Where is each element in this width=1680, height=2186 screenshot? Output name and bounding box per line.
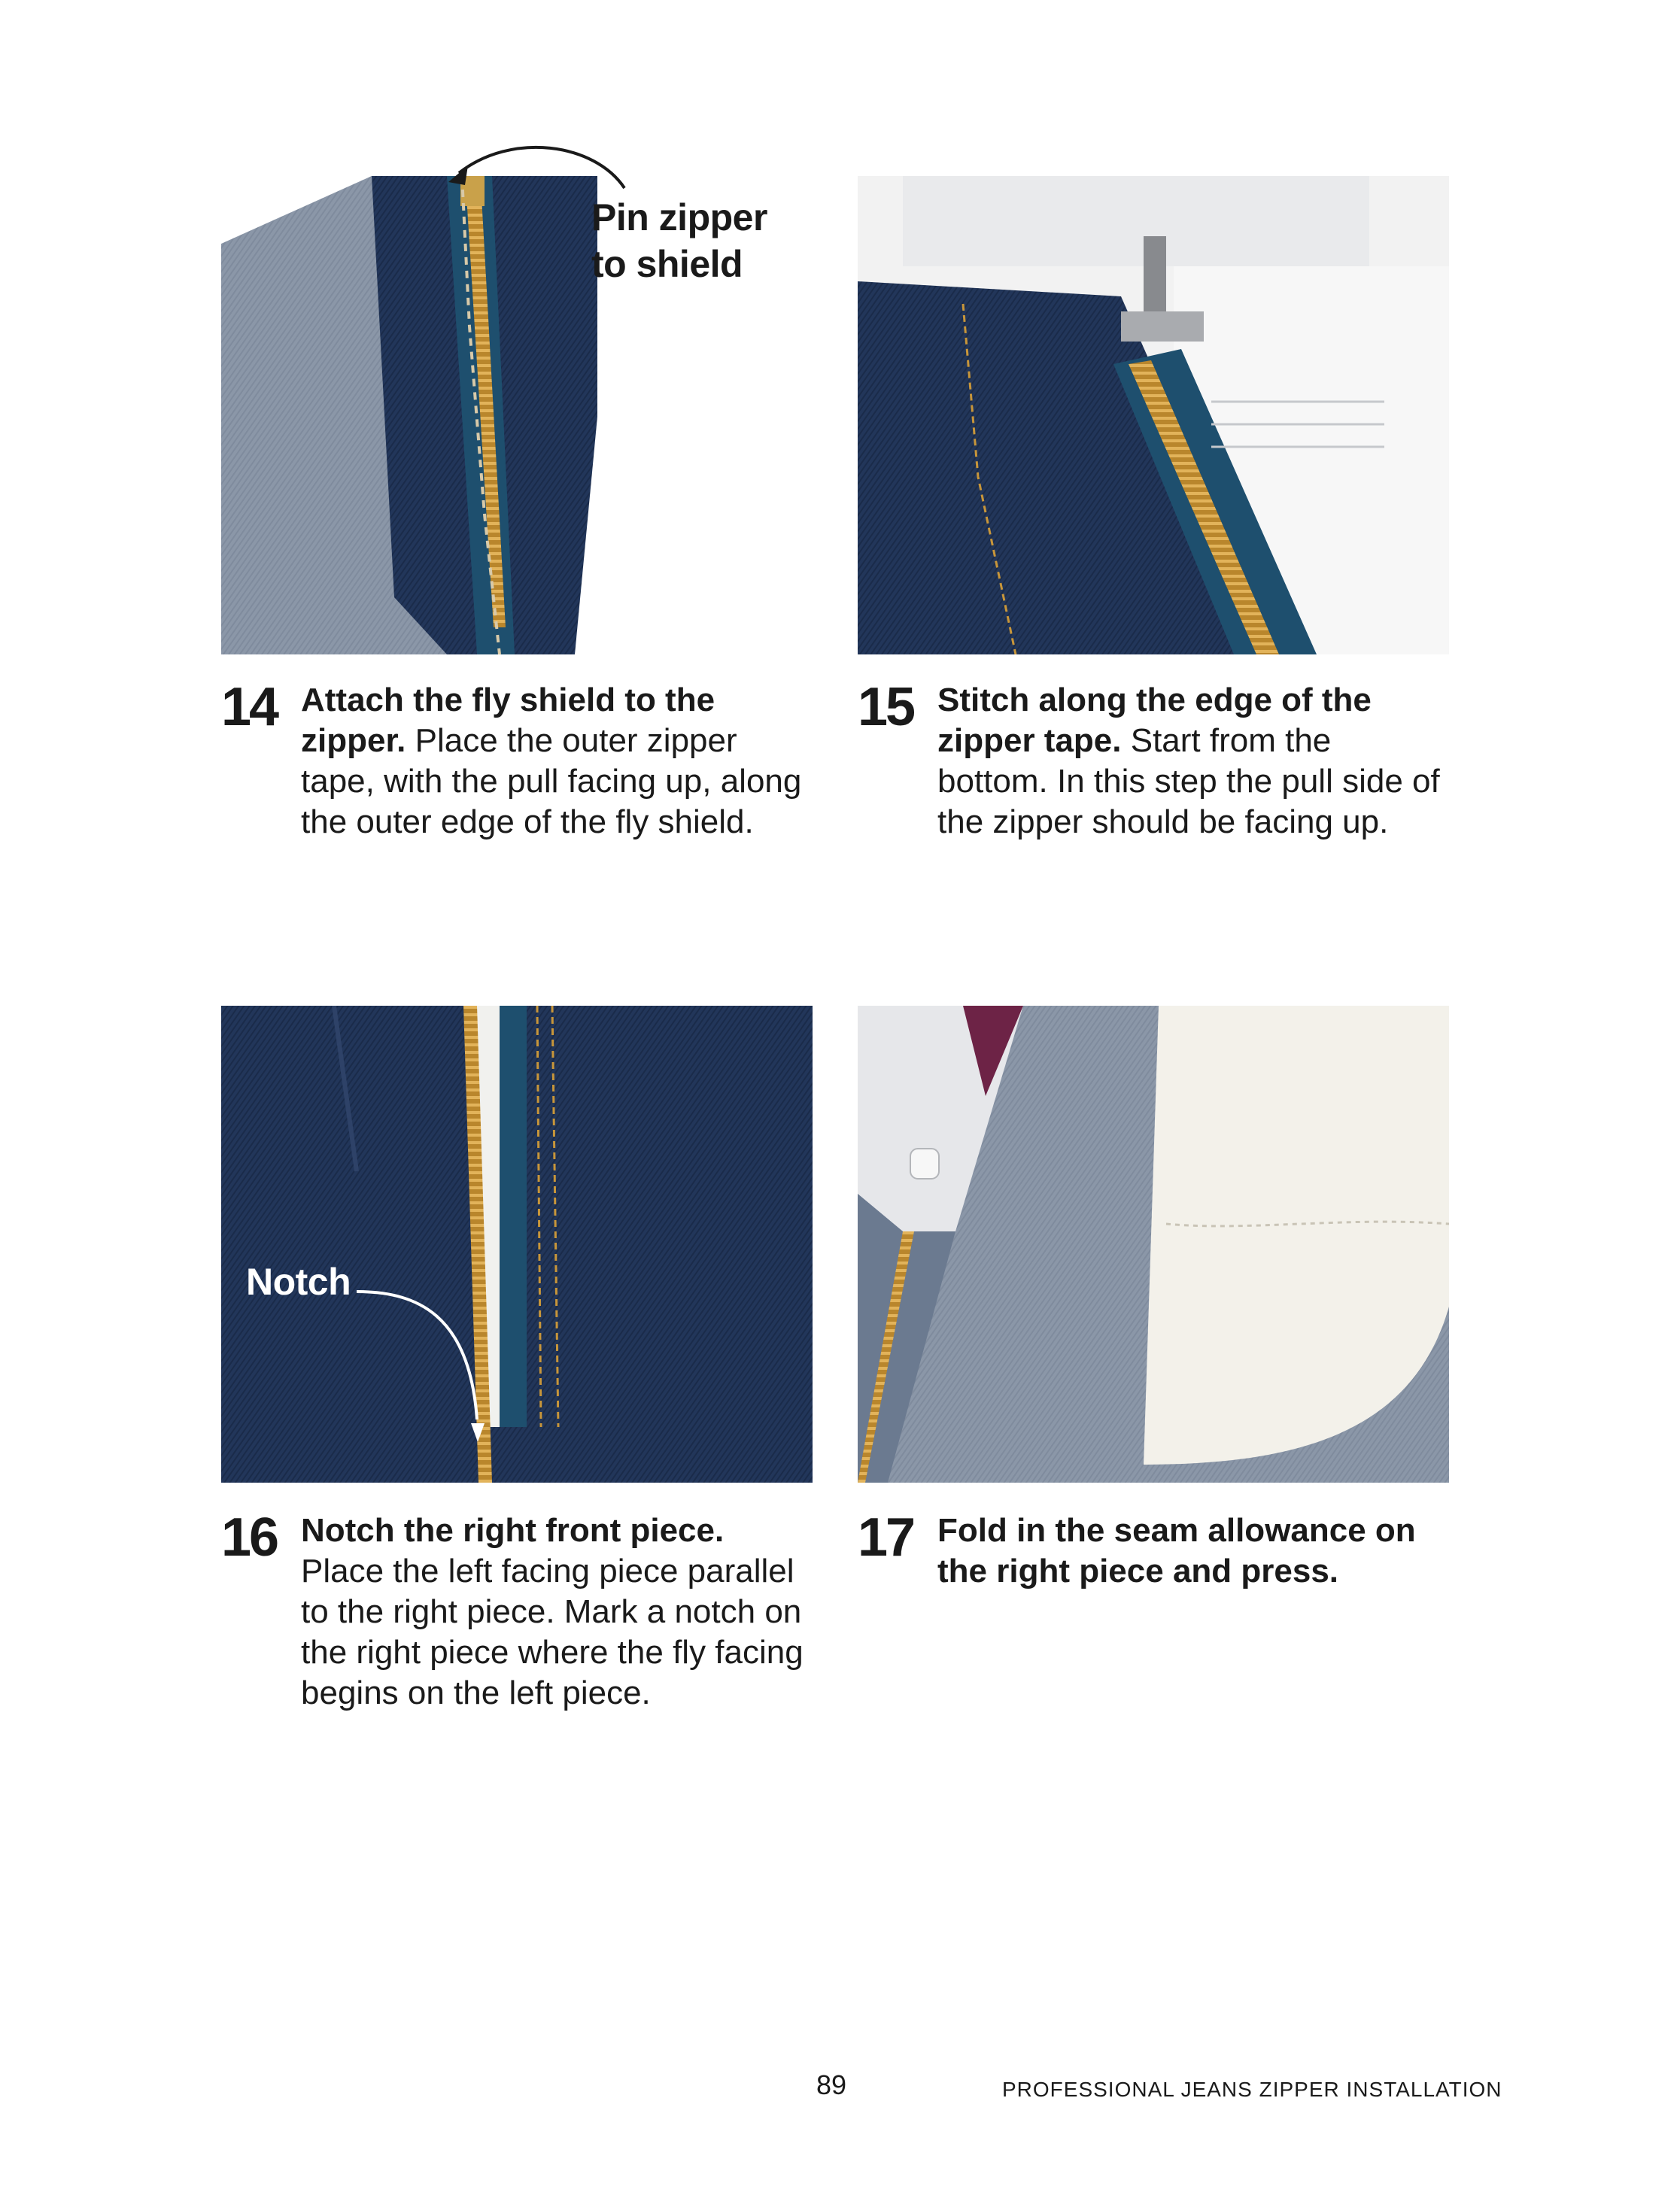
step-heading: Notch the right front piece.	[301, 1512, 725, 1549]
step-number: 17	[858, 1507, 914, 1568]
running-title: PROFESSIONAL JEANS ZIPPER INSTALLATION	[1002, 2078, 1502, 2101]
photo-notch-right-front	[221, 1006, 813, 1483]
page-number: 89	[816, 2069, 847, 2100]
step-body: Start from the bottom. In this step the pull side of the zipper should be facing up.	[937, 722, 1440, 840]
step-number: 16	[221, 1507, 278, 1568]
step-text	[937, 680, 1449, 843]
callout-notch: Notch	[246, 1261, 351, 1303]
step-body: Place the outer zipper tape, with the pull facing up, along the outer edge of the fly shield.	[301, 722, 802, 840]
photo-iron-pressing	[858, 1006, 1449, 1483]
step-heading: Attach the fly shield to the zipper.	[301, 682, 715, 759]
step-number: 15	[858, 677, 914, 737]
step-heading: Fold in the seam allowance on the right piece and press.	[937, 1512, 1416, 1589]
step-text	[301, 680, 813, 843]
callout-pin-zipper	[591, 194, 817, 287]
step-number: 14	[221, 677, 278, 737]
step-body: Place the left facing piece parallel to the right piece. Mark a notch on the right piece where the fly facing begins on the left piece.	[301, 1553, 804, 1711]
step-text	[937, 1510, 1449, 1592]
step-heading: Stitch along the edge of the zipper tape.	[937, 682, 1372, 759]
photo-sewing-machine-stitching	[858, 176, 1449, 654]
callout-line-1: Pin zipper	[591, 196, 767, 238]
step-text	[301, 1510, 813, 1714]
callout-line-2: to shield	[591, 243, 743, 285]
